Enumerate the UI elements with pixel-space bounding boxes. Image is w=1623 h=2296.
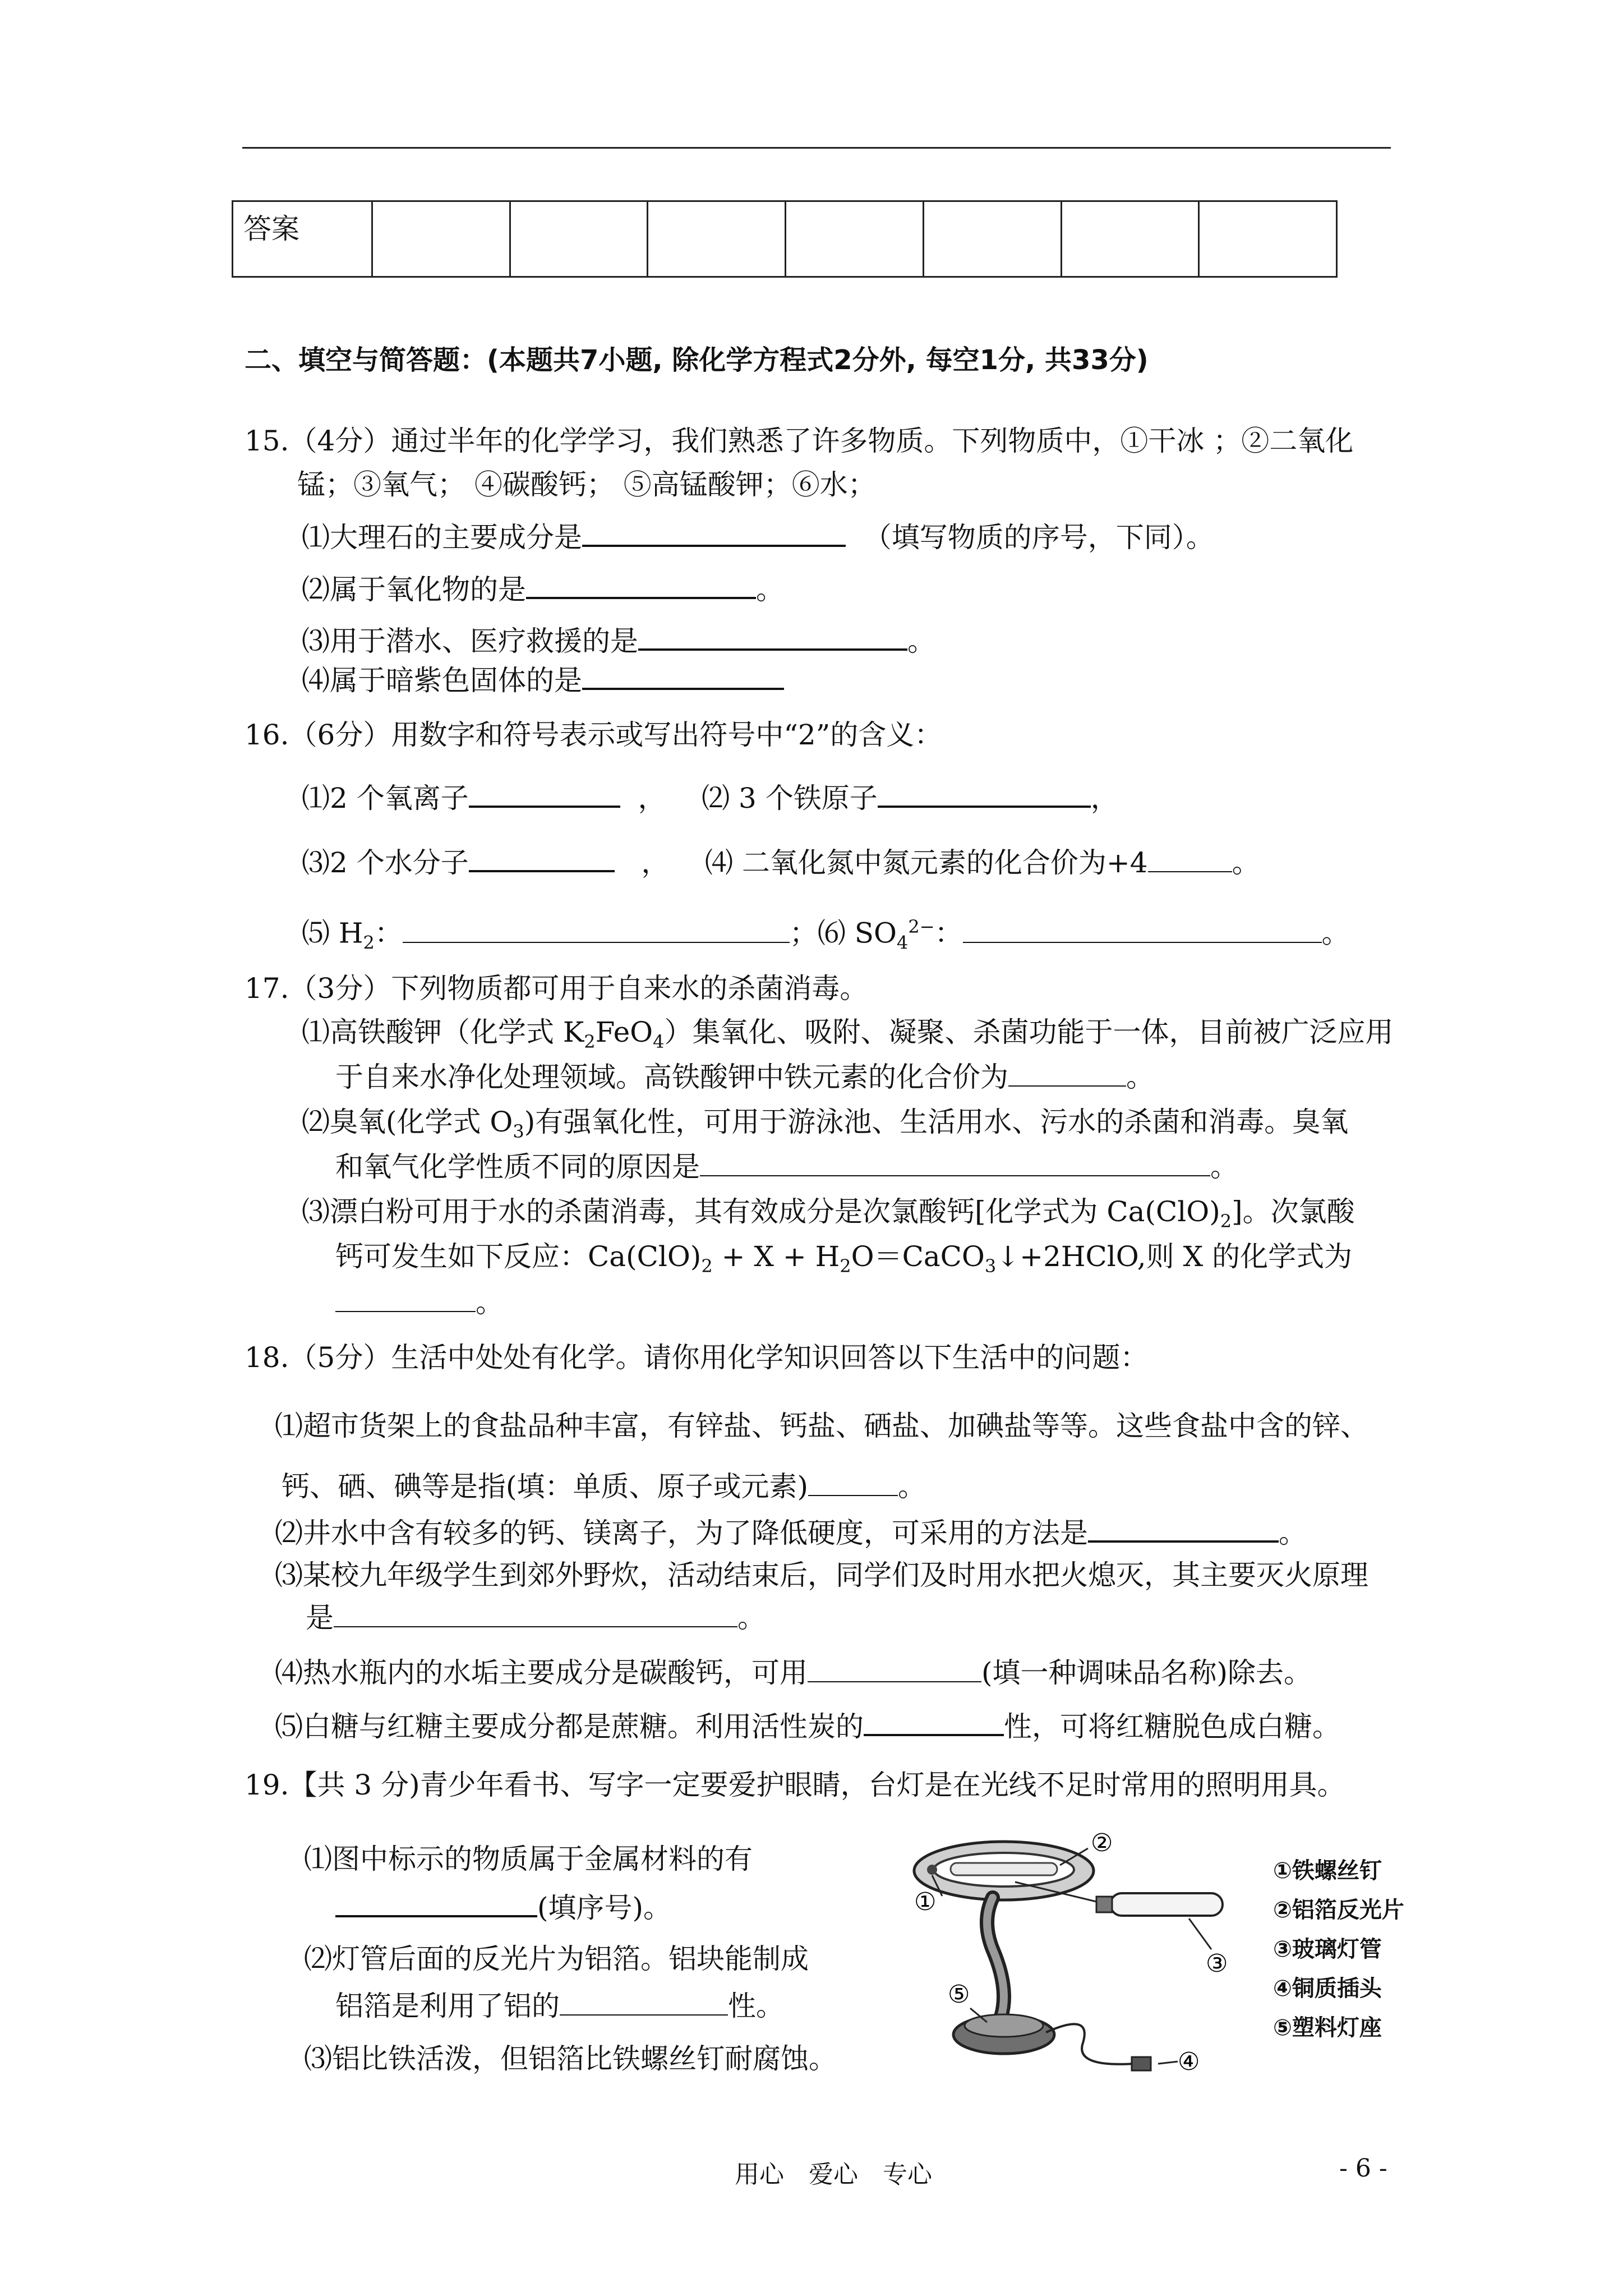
q17-equation: O＝CaCO xyxy=(851,1240,985,1273)
q15-part1 xyxy=(302,519,1214,555)
q17-part1-text: ⑴高铁酸钾（化学式 K xyxy=(302,1016,584,1048)
q18-part4-text: ⑷热水瓶内的水垢主要成分是碳酸钙，可用 xyxy=(275,1657,808,1689)
lamp-base-top xyxy=(965,2014,1043,2037)
figure-label-3: ③ xyxy=(1206,1949,1228,1978)
q19-part2-text: 铝箔是利用了铝的 xyxy=(335,1990,560,2022)
answer-cell[interactable] xyxy=(1199,201,1337,277)
q17-equation: ↓+2HClO,则 X 的化学式为 xyxy=(996,1240,1353,1273)
answer-table xyxy=(232,200,1338,278)
q16-part5-blank[interactable] xyxy=(403,916,790,943)
q18-part4-tail: (填一种调味品名称)除去。 xyxy=(981,1657,1312,1689)
legend-item: ②铝箔反光片 xyxy=(1273,1897,1404,1923)
figure-label-4: ④ xyxy=(1178,2047,1200,2076)
q17-sub: 2 xyxy=(840,1255,851,1277)
answer-cell[interactable] xyxy=(648,201,786,277)
q19-part1-tail: (填序号)。 xyxy=(537,1892,672,1924)
q19-stem: 19.【共 3 分)青少年看书、写字一定要爱护眼睛，台灯是在光线不足时常用的照明用具。 xyxy=(245,1769,1345,1801)
q15-part4 xyxy=(302,662,784,698)
q16-part1-text: ⑴2 个氧离子 xyxy=(302,782,469,815)
q17-part2-text: ⑵臭氧(化学式 O xyxy=(302,1106,513,1138)
desk-lamp-figure xyxy=(897,1826,1290,2078)
q18-part2-text: ⑵井水中含有较多的钙、镁离子，为了降低硬度，可采用的方法是 xyxy=(275,1517,1088,1549)
q17-sub: 2 xyxy=(584,1031,596,1052)
q15-part1-text: ⑴大理石的主要成分是 xyxy=(302,521,582,554)
q17-part3-line1 xyxy=(302,1194,1355,1239)
q16-part2-text: ⑵ 3 个铁原子 xyxy=(702,782,878,815)
q17-part2-text-c: 和氧气化学性质不同的原因是 xyxy=(335,1151,700,1183)
q19-part2-tail: 性。 xyxy=(728,1990,784,2022)
q18-part3-line2 xyxy=(306,1600,766,1636)
q16-part6-sup: 2− xyxy=(908,916,935,937)
q16-stem: 16.（6分）用数字和符号表示或写出符号中“2”的含义： xyxy=(245,719,943,751)
q16-row1 xyxy=(302,780,1119,816)
spare-tube-cap xyxy=(1096,1897,1112,1912)
section-title: 二、填空与简答题：(本题共7小题, 除化学方程式2分外, 每空1分, 共33分) xyxy=(245,344,1149,376)
q15-part4-text: ⑷属于暗紫色固体的是 xyxy=(302,664,582,697)
q16-part6-colon: ： xyxy=(934,917,963,950)
q17-stem: 17.（3分）下列物质都可用于自来水的杀菌消毒。 xyxy=(245,972,868,1005)
q16-part3-text: ⑶2 个水分子 xyxy=(302,846,469,879)
q17-part1-blank[interactable] xyxy=(1008,1060,1126,1087)
q17-sub: 2 xyxy=(1220,1211,1232,1232)
q15-part2 xyxy=(302,571,784,608)
q16-row3 xyxy=(302,909,1350,961)
leader-line xyxy=(1158,2062,1178,2064)
q16-part6-blank[interactable] xyxy=(963,916,1322,943)
q17-part2-blank[interactable] xyxy=(700,1149,1210,1176)
answer-cell[interactable] xyxy=(1061,201,1199,277)
q18-part4-blank[interactable] xyxy=(808,1655,981,1682)
q16-part5-text: ⑸ H xyxy=(302,917,363,950)
q17-part3-line3 xyxy=(335,1285,504,1320)
legend-item: ①铁螺丝钉 xyxy=(1273,1858,1382,1884)
q17-part2-line1 xyxy=(302,1104,1348,1149)
q16-row2 xyxy=(302,844,1260,881)
q15-part4-blank[interactable] xyxy=(582,662,784,690)
q17-period: 。 xyxy=(476,1286,504,1319)
figure-legend xyxy=(1273,1851,1404,2047)
lamp-screw xyxy=(927,1865,937,1875)
q18-part1-line2 xyxy=(282,1469,926,1504)
figure-label-2: ② xyxy=(1091,1829,1113,1857)
q15-part2-text: ⑵属于氧化物的是 xyxy=(302,573,526,606)
q18-part4 xyxy=(275,1655,1312,1691)
page-number: - 6 - xyxy=(1339,2154,1387,2183)
q16-part6-sub: 4 xyxy=(897,932,909,954)
q16-part1-blank[interactable] xyxy=(469,780,620,808)
q16-part3-blank[interactable] xyxy=(469,844,615,872)
q15-part1-blank[interactable] xyxy=(582,519,846,547)
q17-part3-text-c: 钙可发生如下反应：Ca(ClO) xyxy=(335,1240,702,1273)
q15-part2-tail: 。 xyxy=(756,573,784,606)
q19-part1-line2 xyxy=(335,1889,671,1926)
q18-part1-line1: ⑴超市货架上的食盐品种丰富，有锌盐、钙盐、硒盐、加碘盐等等。这些食盐中含的锌、 xyxy=(275,1410,1368,1442)
lamp-tube xyxy=(951,1863,1057,1875)
q18-part2 xyxy=(275,1515,1307,1551)
q16-part5-colon: ： xyxy=(374,917,403,950)
q18-period: 。 xyxy=(737,1602,766,1634)
q17-period: 。 xyxy=(1210,1151,1238,1183)
q18-stem: 18.（5分）生活中处处有化学。请你用化学知识回答以下生活中的问题： xyxy=(245,1341,1149,1374)
q18-part1-blank[interactable] xyxy=(808,1469,898,1496)
q15-part3 xyxy=(302,623,935,659)
q15-part1-tail: （填写物质的序号，下同）。 xyxy=(863,521,1214,554)
q18-period: 。 xyxy=(1279,1517,1307,1549)
q16-comma: ， xyxy=(638,782,666,815)
q18-part3-blank[interactable] xyxy=(334,1600,737,1627)
q16-part5-sub: 2 xyxy=(363,932,375,954)
q15-stem-line1: 15.（4分）通过半年的化学学习，我们熟悉了许多物质。下列物质中，①干冰 ；②二氧化 xyxy=(245,425,1354,457)
answer-cell[interactable] xyxy=(923,201,1061,277)
q18-part3-text: 是 xyxy=(306,1602,334,1634)
q18-part5-blank[interactable] xyxy=(864,1708,1004,1736)
q19-part3: ⑶铝比铁活泼，但铝箔比铁螺丝钉耐腐蚀。 xyxy=(304,2042,837,2075)
q18-part5-text: ⑸白糖与红糖主要成分都是蔗糖。利用活性炭的 xyxy=(275,1710,864,1743)
footer-motto: 用心 爱心 专心 xyxy=(735,2160,932,2189)
q18-part1-text: 钙、硒、碘等是指(填：单质、原子或元素) xyxy=(282,1470,809,1503)
q19-part1-blank[interactable] xyxy=(335,1889,537,1917)
q16-part6-text: ；⑹ SO xyxy=(789,917,897,950)
answer-cell[interactable] xyxy=(510,201,648,277)
q16-part2-blank[interactable] xyxy=(878,780,1091,808)
q17-formula: FeO xyxy=(595,1016,653,1048)
q17-part1-text-b: ）集氧化、吸附、凝聚、杀菌功能于一体，目前被广泛应用 xyxy=(664,1016,1394,1048)
q18-part2-blank[interactable] xyxy=(1088,1515,1279,1543)
q17-part2-text-b: )有强氧化性，可用于游泳池、生活用水、污水的杀菌和消毒。臭氧 xyxy=(524,1106,1349,1138)
answer-label: 答案 xyxy=(233,201,372,277)
figure-label-5: ⑤ xyxy=(948,1980,970,2009)
q19-part2-line1: ⑵灯管后面的反光片为铝箔。铝块能制成 xyxy=(304,1943,809,1975)
q16-part4-text: ⑷ 二氧化氮中氮元素的化合价为+4 xyxy=(704,846,1148,879)
q15-stem-line2: 锰；③氧气； ④碳酸钙； ⑤高锰酸钾；⑥水； xyxy=(297,468,876,501)
q17-part1-text-c: 于自来水净化处理领域。高铁酸钾中铁元素的化合价为 xyxy=(335,1061,1008,1093)
legend-item: ⑤塑料灯座 xyxy=(1273,2015,1382,2041)
q18-part5 xyxy=(275,1708,1340,1745)
q16-part4-blank[interactable] xyxy=(1148,845,1232,872)
q17-equation: + X + H xyxy=(712,1240,840,1273)
q17-part3-text-b: ]。次氯酸 xyxy=(1232,1195,1355,1228)
q17-part3-line2 xyxy=(335,1239,1352,1284)
q16-period: 。 xyxy=(1232,846,1260,879)
q17-part1-line2 xyxy=(335,1059,1154,1095)
q18-period: 。 xyxy=(898,1470,926,1503)
q16-period: 。 xyxy=(1321,917,1350,950)
q17-sub: 4 xyxy=(653,1031,665,1052)
q17-sub: 3 xyxy=(984,1255,997,1277)
q15-part3-text: ⑶用于潜水、医疗救援的是 xyxy=(302,625,638,657)
q19-part2-line2 xyxy=(335,1988,784,2024)
lamp-plug xyxy=(1132,2057,1151,2070)
spare-tube xyxy=(1110,1893,1223,1916)
leader-line xyxy=(1189,1918,1211,1949)
legend-item: ④铜质插头 xyxy=(1273,1976,1382,2001)
q16-comma: ， xyxy=(641,846,670,879)
q17-sub: 2 xyxy=(701,1255,713,1277)
q17-sub: 3 xyxy=(513,1121,524,1142)
q17-part1-line1 xyxy=(302,1014,1394,1060)
q15-part3-tail: 。 xyxy=(907,625,935,657)
q15-part2-blank[interactable] xyxy=(526,571,756,599)
q15-part3-blank[interactable] xyxy=(638,623,907,651)
q17-part3-text: ⑶漂白粉可用于水的杀菌消毒，其有效成分是次氯酸钙[化学式为 Ca(ClO) xyxy=(302,1195,1220,1228)
q18-part3-line1: ⑶某校九年级学生到郊外野炊，活动结束后，同学们及时用水把火熄灭，其主要灭火原理 xyxy=(275,1559,1368,1591)
header-rule xyxy=(242,147,1391,149)
q17-part2-line2 xyxy=(335,1149,1238,1185)
lamp-cord xyxy=(1046,2024,1133,2064)
q17-period: 。 xyxy=(1126,1061,1154,1093)
q16-comma: ， xyxy=(1090,782,1119,815)
q18-part5-tail: 性，可将红糖脱色成白糖。 xyxy=(1004,1710,1340,1743)
q19-part2-blank[interactable] xyxy=(560,1989,728,2016)
answer-cell[interactable] xyxy=(372,201,510,277)
figure-label-1: ① xyxy=(914,1888,937,1916)
answer-cell[interactable] xyxy=(786,201,924,277)
legend-item: ③玻璃灯管 xyxy=(1273,1936,1382,1962)
q17-part3-blank[interactable] xyxy=(335,1285,476,1312)
q19-part1-line1: ⑴图中标示的物质属于金属材料的有 xyxy=(304,1843,753,1875)
